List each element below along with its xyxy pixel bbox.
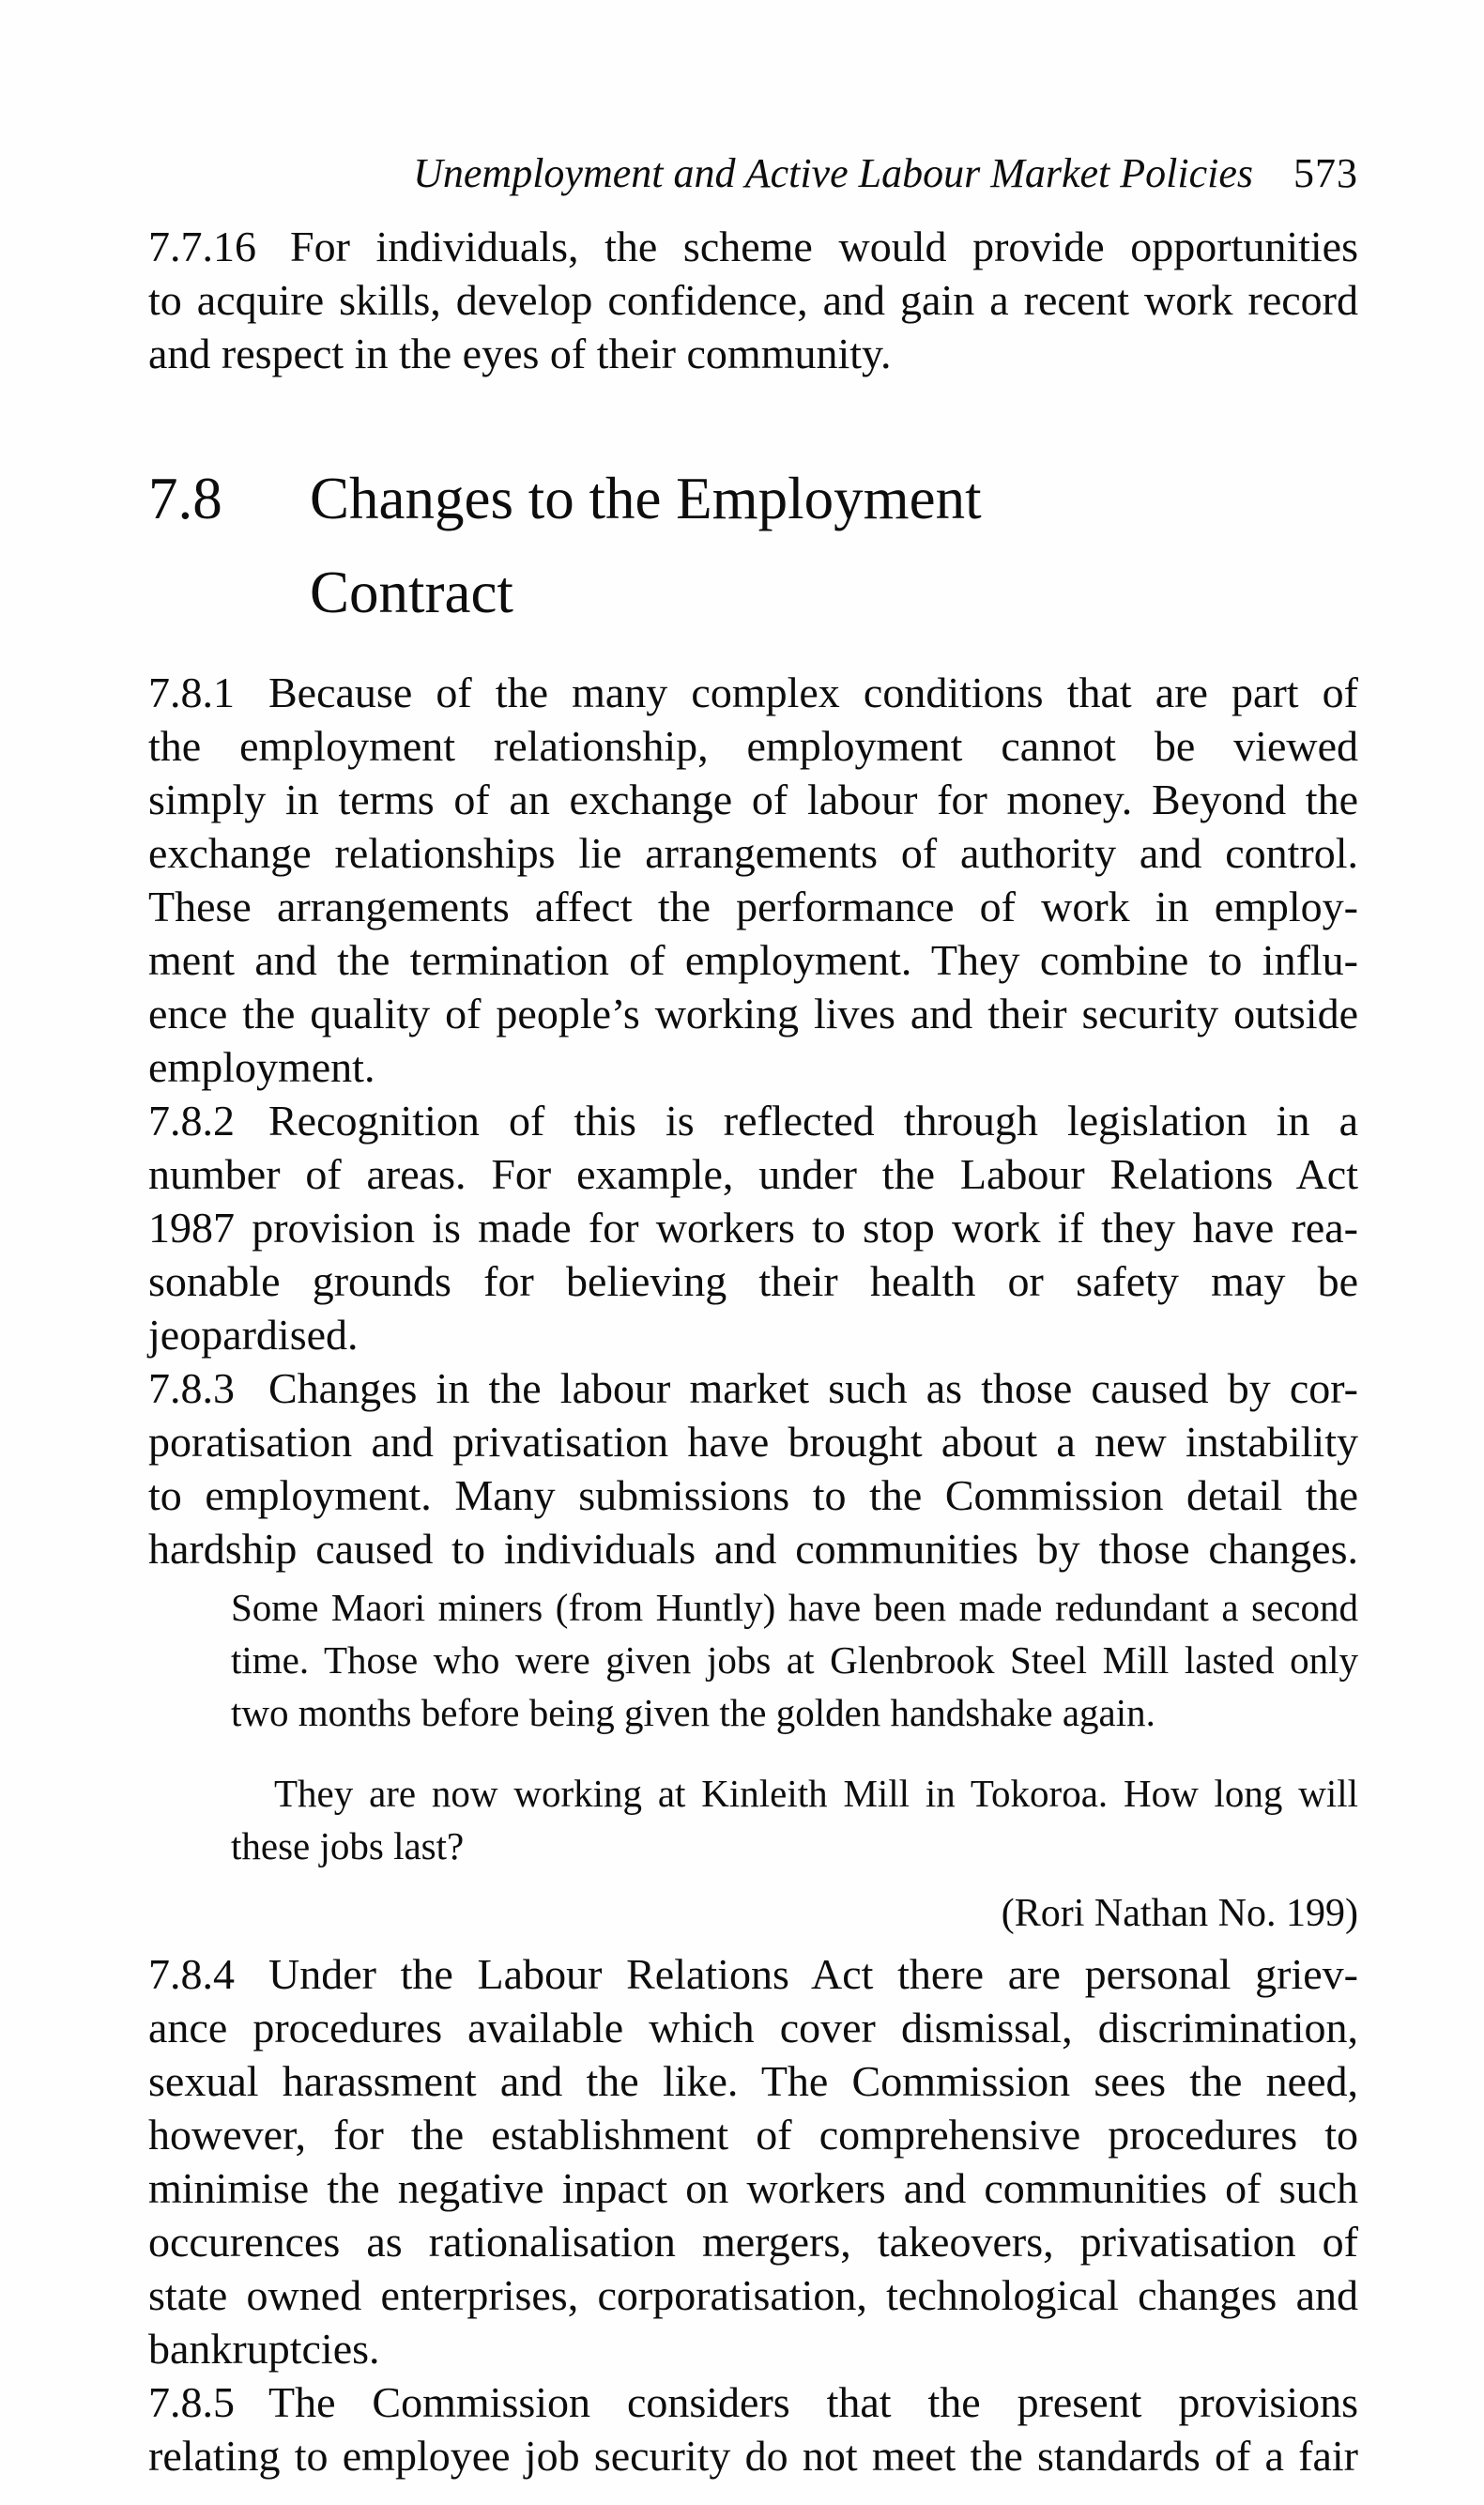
- section-para: [148, 1361, 1358, 1575]
- para-line: bankruptcies.: [148, 2325, 380, 2373]
- page-number: 573: [1293, 150, 1358, 196]
- para-line: 1987 provision is made for workers to stop work if they have rea-: [148, 1204, 1358, 1252]
- section-heading: [148, 452, 1358, 639]
- para-line: jeopardised.: [148, 1311, 359, 1359]
- running-header: [148, 150, 1358, 197]
- section-para: [148, 1947, 1358, 2375]
- running-header-title: Unemployment and Active Labour Market Policies: [413, 150, 1253, 196]
- para-line: however, for the establishment of comprehensive procedures to: [148, 2111, 1358, 2159]
- page-body: [148, 220, 1358, 2482]
- para-line: state owned enterprises, corporatisation, technological changes and: [148, 2271, 1358, 2319]
- para-line: employment.: [148, 1043, 375, 1091]
- para-line: 7.8.4 Under the Labour Relations Act there are personal griev-: [148, 1950, 1358, 1998]
- para-number: 7.8.3: [148, 1364, 235, 1412]
- para-line: minimise the negative inpact on workers and communities of such: [148, 2164, 1358, 2212]
- section-para: [148, 1094, 1358, 1361]
- quote-line: Some Maori miners (from Huntly) have been made redundant a second: [231, 1586, 1358, 1629]
- para-line: sexual harassment and the like. The Commission sees the need,: [148, 2057, 1358, 2105]
- para-line: 7.8.1 Because of the many complex conditions that are part of: [148, 669, 1358, 716]
- heading-text: [310, 452, 982, 639]
- para-line: ment and the termination of employment. They combine to influ-: [148, 936, 1358, 984]
- para-line: ance procedures available which cover dismissal, discrimination,: [148, 2004, 1358, 2052]
- quote-line: time. Those who were given jobs at Glenbrook Steel Mill lasted only: [231, 1638, 1358, 1682]
- para-line: number of areas. For example, under the Labour Relations Act: [148, 1150, 1358, 1198]
- quote-line: these jobs last?: [231, 1824, 465, 1867]
- para-line: These arrangements affect the performance of work in employ-: [148, 883, 1358, 930]
- quote-attribution: (Rori Nathan No. 199): [1001, 1892, 1358, 1935]
- heading-number: 7.8: [148, 466, 222, 531]
- para-line: 7.8.2 Recognition of this is reflected through legislation in a: [148, 1097, 1358, 1145]
- heading-line: Changes to the Employment: [310, 466, 982, 531]
- quote-line: They are now working at Kinleith Mill in Tokoroa. How long will: [274, 1772, 1358, 1815]
- para-number: 7.8.1: [148, 669, 235, 716]
- block-quote: [231, 1767, 1358, 1872]
- para-line: 7.8.3 Changes in the labour market such as those caused by cor-: [148, 1364, 1358, 1412]
- para-line: and respect in the eyes of their community.: [148, 330, 892, 377]
- para-line: poratisation and privatisation have brought about a new instability: [148, 1418, 1358, 1466]
- para-line: 7.8.5 The Commission considers that the present provisions: [148, 2378, 1358, 2426]
- para-number: 7.8.5: [148, 2378, 235, 2426]
- para-line: simply in terms of an exchange of labour for money. Beyond the: [148, 776, 1358, 823]
- para-line: hardship caused to individuals and communities by those changes.: [148, 1525, 1358, 1573]
- para-line: sonable grounds for believing their health or safety may be: [148, 1257, 1358, 1305]
- para-line: ence the quality of people’s working lives and their security outside: [148, 990, 1358, 1037]
- para-line: relating to employee job security do not meet the standards of a fair: [148, 2432, 1358, 2480]
- para-line: the employment relationship, employment cannot be viewed: [148, 722, 1358, 770]
- para-line: 7.7.16 For individuals, the scheme would provide opportunities: [148, 223, 1358, 270]
- para-line: exchange relationships lie arrangements of authority and control.: [148, 829, 1358, 877]
- para-number: 7.8.2: [148, 1097, 235, 1145]
- section-para: [148, 220, 1358, 380]
- section-para: [148, 2375, 1358, 2482]
- para-line: to employment. Many submissions to the Commission detail the: [148, 1471, 1358, 1519]
- para-line: to acquire skills, develop confidence, and gain a recent work record: [148, 276, 1358, 324]
- heading-line: Contract: [310, 560, 513, 625]
- para-number: 7.7.16: [148, 223, 256, 270]
- section-para: [148, 666, 1358, 1094]
- block-quote: [231, 1581, 1358, 1739]
- para-line: occurences as rationalisation mergers, takeovers, privatisation of: [148, 2218, 1358, 2266]
- quote-line: two months before being given the golden handshake again.: [231, 1691, 1155, 1734]
- para-number: 7.8.4: [148, 1950, 235, 1998]
